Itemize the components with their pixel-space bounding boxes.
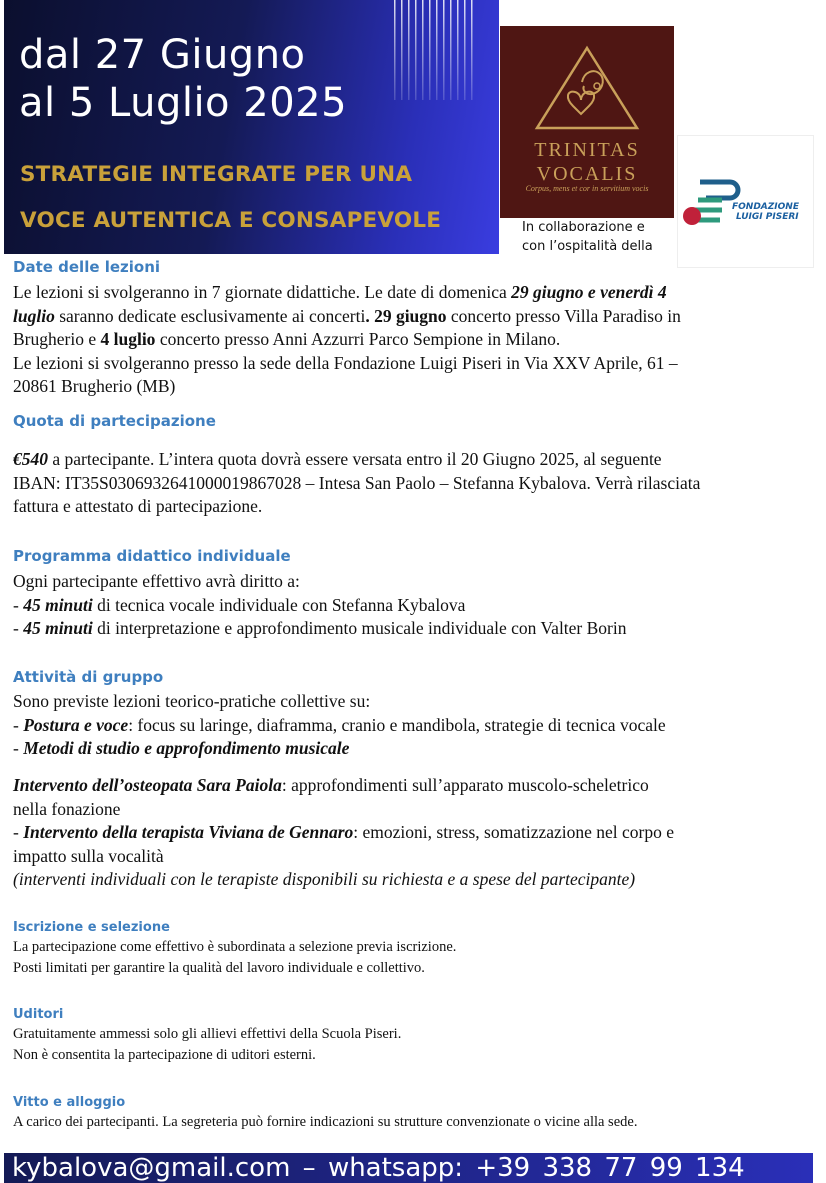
date-emphasis: . 29 giugno [365, 305, 447, 326]
list-item-emphasis: 45 minuti [23, 618, 93, 638]
header-banner [4, 0, 499, 254]
trinitas-emblem-icon [500, 26, 674, 136]
heading-uditori: Uditori [13, 1007, 64, 1022]
heading-attivita: Attività di gruppo [13, 668, 164, 686]
list-item-text: di tecnica vocale individuale con Stefanna Kybalova [92, 594, 466, 615]
list-dash: - [13, 738, 24, 758]
list-dash: - [13, 618, 24, 638]
contact-footer: kybalova@gmail.com – whatsapp: +39 338 77 99 134 [4, 1153, 813, 1183]
list-dash: - [13, 594, 24, 615]
date-range-line1: dal 27 Giugno [19, 32, 306, 78]
list-dash: - [13, 714, 24, 735]
list-dash: - [13, 822, 24, 842]
vitto-text: A carico dei partecipanti. La segreteria può fornire indicazioni su strutture convenzionate o vicine alla sede. [13, 1114, 638, 1130]
date-text: 20861 Brugherio (MB) [13, 376, 176, 396]
list-item-text: di interpretazione e approfondimento musicale individuale con Valter Borin [92, 618, 627, 638]
date-text: Brugherio e [13, 329, 101, 349]
heading-iscrizione: Iscrizione e selezione [13, 920, 170, 935]
trinitas-name-line1: TRINITAS [534, 139, 640, 161]
iscrizione-text: Posti limitati per garantire la qualità del lavoro individuale e collettivo. [13, 960, 425, 976]
osteopata-text: nella fonazione [13, 798, 121, 819]
collab-line1: In collaborazione e [522, 220, 645, 235]
date-emphasis: luglio [13, 305, 55, 326]
list-item-emphasis: Postura e voce [23, 714, 129, 735]
iscrizione-paragraph [13, 937, 813, 979]
heading-programma: Programma didattico individuale [13, 547, 291, 565]
date-text: concerto presso Villa Paradiso in [446, 305, 681, 326]
date-text: concerto presso Anni Azzurri Parco Sempione in Milano. [155, 329, 561, 349]
uditori-text: Non è consentita la partecipazione di uditori esterni. [13, 1047, 316, 1063]
terapista-text: impatto sulla vocalità [13, 845, 164, 866]
date-range-line2: al 5 Luglio 2025 [19, 80, 348, 126]
osteopata-text: : approfondimenti sull’apparato muscolo-scheletrico [281, 775, 649, 795]
fondazione-piseri-logo [678, 136, 813, 267]
terapista-emphasis: Intervento della terapista Viviana de Gennaro [23, 822, 354, 842]
osteopata-emphasis: Intervento dell’osteopata Sara Paiola [13, 775, 282, 795]
date-text: Le lezioni si svolgeranno in 7 giornate didattiche. Le date di domenica [13, 282, 512, 302]
quota-text: fattura e attestato di partecipazione. [13, 496, 263, 516]
list-item-emphasis: Metodi di studio e approfondimento musicale [23, 738, 350, 758]
trinitas-vocalis-logo [500, 26, 674, 218]
heading-date: Date delle lezioni [13, 258, 161, 276]
piseri-name-line2: LUIGI PISERI [736, 212, 799, 222]
decorative-stripes [394, 0, 476, 100]
heading-quota: Quota di partecipazione [13, 412, 216, 430]
heading-vitto: Vitto e alloggio [13, 1095, 126, 1110]
uditori-text: Gratuitamente ammessi solo gli allievi effettivi della Scuola Piseri. [13, 1026, 402, 1042]
programma-paragraph [13, 570, 813, 641]
list-item-text: : focus su laringe, diaframma, cranio e mandibola, strategie di tecnica vocale [128, 714, 666, 735]
date-emphasis: 4 luglio [100, 329, 156, 349]
iscrizione-text: La partecipazione come effettivo è subordinata a selezione previa iscrizione. [13, 939, 457, 955]
date-text: Le lezioni si svolgeranno presso la sede della Fondazione Luigi Piseri in Via XXV Aprile, 61 – [13, 352, 678, 373]
piseri-name-line1: FONDAZIONE [732, 202, 799, 212]
date-text: saranno dedicate esclusivamente ai concerti [54, 305, 366, 326]
iban-text: IBAN: IT35S0306932641000019867028 – Intesa San Paolo – Stefanna Kybalova. Verrà rilasciata [13, 472, 701, 493]
vitto-paragraph [13, 1112, 813, 1133]
quota-text: a partecipante. L’intera quota dovrà essere versata entro il 20 Giugno 2025, al seguente [48, 449, 662, 469]
attivita-paragraph [13, 690, 813, 761]
quota-paragraph [13, 448, 813, 519]
list-item-emphasis: 45 minuti [23, 594, 93, 615]
programma-intro: Ogni partecipante effettivo avrà diritto a: [13, 571, 300, 591]
attivita-intro: Sono previste lezioni teorico-pratiche collettive su: [13, 691, 371, 711]
terapista-text: : emozioni, stress, somatizzazione nel corpo e [353, 822, 675, 842]
interventi-note: (interventi individuali con le terapiste disponibili su richiesta e a spese del partecipante) [13, 869, 636, 889]
uditori-paragraph [13, 1024, 813, 1066]
date-emphasis: 29 giugno e venerdì 4 [511, 282, 667, 302]
trinitas-name-line2: VOCALIS [536, 163, 638, 185]
strategy-title-line1: STRATEGIE INTEGRATE PER UNA [20, 162, 413, 187]
date-paragraph [13, 281, 813, 399]
price: €540 [13, 449, 48, 469]
interventi-paragraph [13, 774, 813, 892]
trinitas-motto: Corpus, mens et cor in servitium vocis [525, 184, 649, 193]
collaboration-note [522, 218, 653, 256]
strategy-title-line2: VOCE AUTENTICA E CONSAPEVOLE [20, 208, 442, 233]
collab-line2: con l’ospitalità della [522, 239, 653, 254]
